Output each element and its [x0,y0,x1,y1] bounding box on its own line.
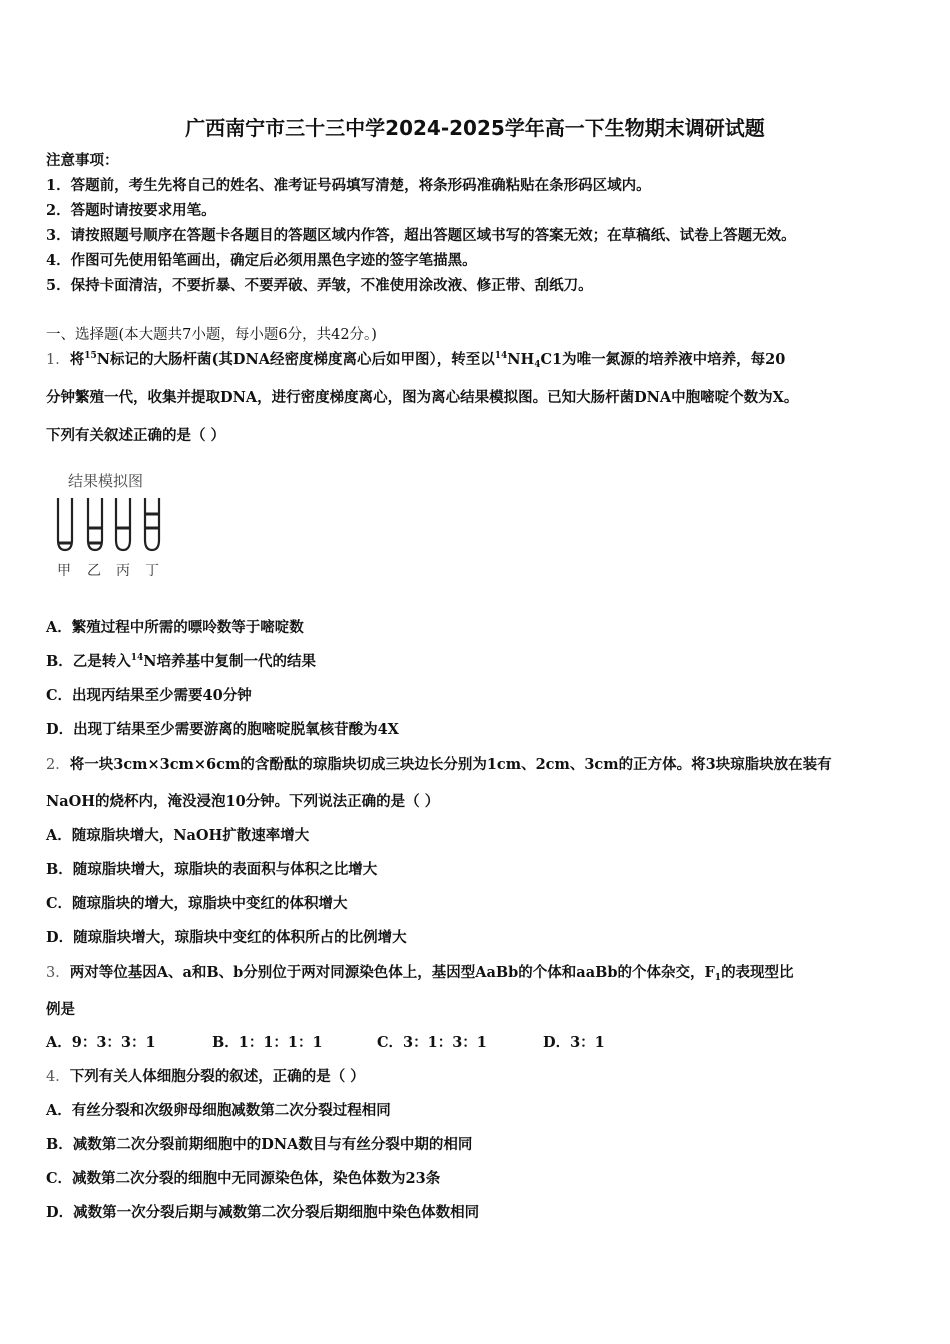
q1-option-c: C．出现丙结果至少需要40分钟 [46,687,252,704]
figure-caption: 结果模拟图 [68,472,144,490]
q1-option-b-text-a: B．乙是转入 [46,653,131,670]
q4-text-1: 下列有关人体细胞分裂的叙述，正确的是（ ） [69,1068,365,1085]
q1-line-2: 分钟繁殖一代，收集并提取DNA，进行密度梯度离心，图为离心结果模拟图。已知大肠杆菌DNA中胞嘧啶个数为X。 [46,389,799,406]
centrifuge-tubes-diagram [52,468,182,580]
notice-item-3: 3．请按照题号顺序在答题卡各题目的答题区域内作答，超出答题区域书写的答案无效；在草稿纸、试卷上答题无效。 [46,227,796,244]
q1-option-b [46,652,316,672]
q4-option-b: B．减数第二次分裂前期细胞中的DNA数目与有丝分裂中期的相同 [46,1136,473,1153]
tube-label-ding: 丁 [145,563,159,579]
q3-line-1 [46,963,794,983]
tube-bing [116,498,130,550]
q1-text-c: NH [507,351,535,368]
q4-option-d: D．减数第一次分裂后期与减数第二次分裂后期细胞中染色体数相同 [46,1204,480,1221]
q1-sup-14: 14 [494,351,508,361]
page-title: 广西南宁市三十三中学2024-2025学年高一下生物期末调研试题 [185,116,765,140]
q1-sup-15: 15 [84,351,97,361]
notice-item-5: 5．保持卡面清洁，不要折暴、不要弄破、弄皱，不准使用涂改液、修正带、刮纸刀。 [46,277,593,294]
section-heading: 一、选择题(本大题共7小题，每小题6分，共42分。) [46,327,377,343]
q1-option-d: D．出现丁结果至少需要游离的胞嘧啶脱氧核苷酸为4X [46,721,399,738]
tube-ding [145,498,159,550]
q4-number: 4． [46,1069,70,1085]
centrifuge-figure [52,468,182,580]
q1-sub-4: 4 [534,360,541,370]
q2-option-c: C．随琼脂块的增大，琼脂块中变红的体积增大 [46,895,348,912]
q3-option-c: C．3：1：3：1 [377,1034,487,1051]
tube-label-bing: 丙 [116,563,130,579]
q1-text-d: C1为唯一氮源的培养液中培养，每20 [540,351,786,368]
q2-line-1 [46,755,832,775]
q1-line-3: 下列有关叙述正确的是（ ） [46,427,226,444]
q2-line-2: NaOH的烧杯内，淹没浸泡10分钟。下列说法正确的是（ ） [46,793,440,810]
notice-heading: 注意事项： [46,152,119,169]
tube-label-jia: 甲 [57,563,71,579]
q2-option-b: B．随琼脂块增大，琼脂块的表面积与体积之比增大 [46,861,378,878]
q3-option-d: D．3：1 [543,1034,605,1051]
tube-label-yi: 乙 [87,563,101,579]
q3-number: 3． [46,965,70,981]
q3-text-b: 的表现型比 [721,964,794,981]
notice-item-1: 1．答题前，考生先将自己的姓名、准考证号码填写清楚，将条形码准确粘贴在条形码区域内。 [46,177,651,194]
q1-option-b-sup: 14 [130,653,144,663]
q4-option-a: A．有丝分裂和次级卵母细胞减数第二次分裂过程相同 [46,1102,391,1119]
q4-line-1 [46,1067,365,1087]
q1-text-b: N标记的大肠杆菌(其DNA经密度梯度离心后如甲图），转至以 [96,351,495,368]
q1-line-1 [46,350,785,370]
q3-sub-1: 1 [714,973,722,983]
q3-text-a: 两对等位基因A、a和B、b分别位于两对同源染色体上，基因型AaBb的个体和aaBb的个体杂交，F [69,964,715,981]
q1-option-a: A．繁殖过程中所需的嘌呤数等于嘧啶数 [46,619,304,636]
q1-number: 1． [46,352,70,368]
q2-option-d: D．随琼脂块增大，琼脂块中变红的体积所占的比例增大 [46,929,407,946]
q3-line-2: 例是 [46,1001,75,1018]
q3-option-b: B．1：1：1：1 [212,1034,323,1051]
notice-item-2: 2．答题时请按要求用笔。 [46,202,216,219]
q1-text-a: 将 [69,351,85,368]
q3-option-a: A．9：3：3：1 [46,1034,156,1051]
q2-option-a: A．随琼脂块增大，NaOH扩散速率增大 [46,827,310,844]
q2-text-1: 将一块3cm×3cm×6cm的含酚酞的琼脂块切成三块边长分别为1cm、2cm、3cm的正方体。将3块琼脂块放在装有 [69,756,832,773]
q4-option-c: C．减数第二次分裂的细胞中无同源染色体，染色体数为23条 [46,1170,441,1187]
q2-number: 2． [46,757,70,773]
notice-item-4: 4．作图可先使用铅笔画出，确定后必须用黑色字迹的签字笔描黑。 [46,252,477,269]
q1-option-b-text-b: N培养基中复制一代的结果 [143,653,317,670]
